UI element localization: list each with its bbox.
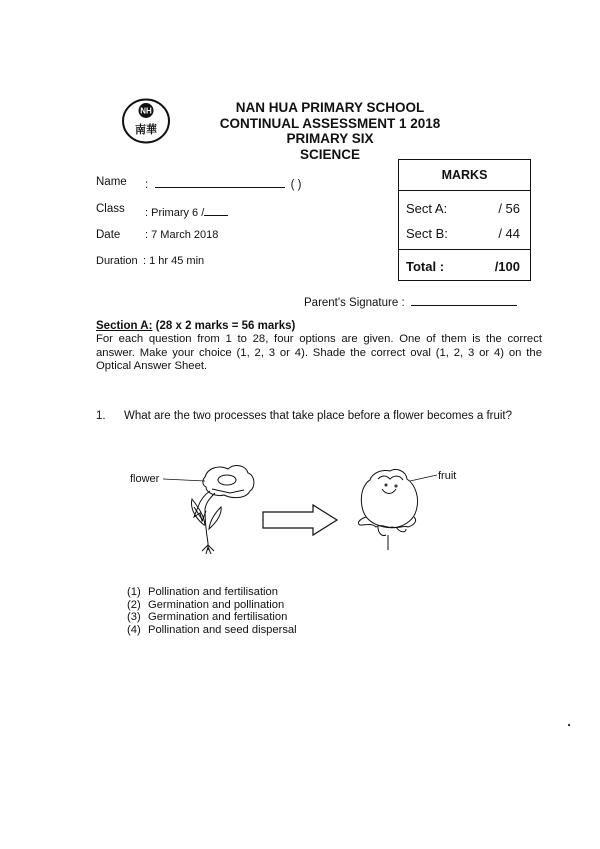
question-text: What are the two processes that take place before a flower becomes a fruit? [124, 410, 513, 422]
section-a-heading [96, 320, 295, 332]
marks-box [398, 159, 531, 281]
flower-label: flower [130, 473, 160, 485]
option-number: (1) [127, 586, 141, 598]
flower-to-fruit-diagram [120, 455, 480, 560]
section-a-instructions: For each question from 1 to 28, four options are given. One of them is the correct answer. Make your choice (1, 2, 3 or 4). Shade the correct oval (1, 2, 3 or 4) on the Optical Answer Sheet. [96, 333, 542, 373]
class-value: : Primary 6 / [145, 207, 205, 219]
name-blank[interactable] [155, 176, 285, 188]
logo-chinese: 南華 [135, 123, 157, 136]
sect-b-value: / 44 [498, 226, 520, 241]
sect-b-label: Sect B: [406, 226, 448, 241]
level-title: PRIMARY SIX [286, 131, 374, 146]
option-text: Pollination and seed dispersal [148, 623, 297, 636]
class-blank[interactable] [204, 204, 228, 216]
date-label: Date [96, 229, 121, 241]
name-label: Name [96, 176, 127, 188]
total-value: /100 [494, 259, 520, 274]
option-text: Pollination and fertilisation [148, 586, 278, 598]
parent-signature[interactable] [304, 294, 517, 309]
flower-icon [192, 466, 254, 554]
option-text: Germination and pollination [148, 598, 285, 611]
arrow-icon [263, 505, 337, 535]
sect-a-value: / 56 [498, 201, 520, 216]
fruit-label: fruit [438, 470, 457, 482]
option-number: (3) [127, 611, 141, 624]
register-number-paren: ( ) [290, 179, 302, 191]
option-number: (4) [127, 623, 141, 636]
marks-header: MARKS [399, 160, 530, 191]
class-field[interactable] [145, 204, 228, 219]
fruit-icon [358, 469, 417, 550]
school-name: NAN HUA PRIMARY SCHOOL [235, 100, 425, 115]
date-value: : 7 March 2018 [145, 229, 219, 241]
subject-title: SCIENCE [299, 147, 360, 162]
answer-options [127, 586, 297, 636]
question-number: 1. [96, 410, 106, 422]
option-4[interactable] [127, 624, 297, 637]
sect-a-label: Sect A: [406, 201, 448, 216]
option-1[interactable] [127, 586, 297, 599]
marks-divider [399, 249, 530, 250]
section-a-marks: (28 x 2 marks = 56 marks) [155, 320, 296, 332]
section-a-title: Section A: [96, 320, 153, 332]
duration-label: Duration [96, 255, 138, 267]
name-field[interactable] [145, 176, 301, 191]
option-number: (2) [127, 598, 141, 611]
option-text: Germination and fertilisation [148, 611, 288, 624]
total-label: Total : [406, 259, 445, 274]
duration-value: : 1 hr 45 min [143, 255, 205, 267]
scan-speck [568, 724, 570, 726]
class-label: Class [96, 203, 125, 215]
name-sep: : [145, 179, 149, 191]
option-3[interactable] [127, 611, 297, 624]
assessment-title: CONTINUAL ASSESSMENT 1 2018 [219, 116, 441, 131]
option-2[interactable] [127, 599, 297, 612]
logo-initials: NH [140, 106, 152, 116]
signature-label: Parent's Signature : [304, 297, 405, 309]
signature-blank[interactable] [411, 294, 517, 306]
